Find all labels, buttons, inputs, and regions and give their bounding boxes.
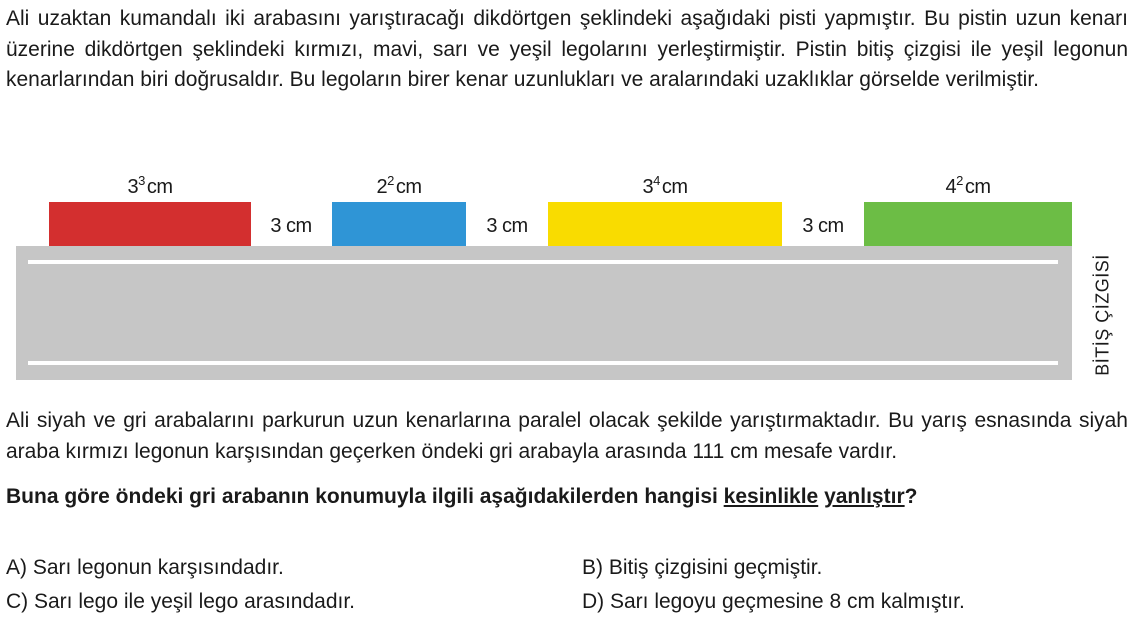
red-lego [49, 202, 251, 246]
yellow-lego [548, 202, 782, 246]
question-emphasis-2: yanlıştır [824, 485, 905, 508]
track-lane-line-top [28, 260, 1058, 264]
question-prefix: Buna göre öndeki gri arabanın konumuyla ilgili aşağıdakilerden hangisi [6, 485, 724, 508]
blue-lego [332, 202, 466, 246]
scenario-paragraph: Ali siyah ve gri arabalarını parkurun uzun kenarlarına paralel olacak şekilde yarıştırmaktadır. Bu yarış esnasında siyah araba kırmızı legonun karşısından geçerken öndeki gri arabayla arasında 111 cm mesafe vardır. [6, 409, 1128, 463]
finish-line-label: BİTİŞ ÇİZGİSİ [1092, 254, 1113, 376]
option-b[interactable]: B) Bitiş çizgisini geçmiştir. [582, 556, 823, 579]
option-d[interactable]: D) Sarı legoyu geçmesine 8 cm kalmıştır. [582, 590, 965, 613]
green-lego [864, 202, 1072, 246]
track-lane-line-bottom [28, 361, 1058, 365]
option-c[interactable]: C) Sarı lego ile yeşil lego arasındadır. [6, 590, 356, 613]
gap-blue-yellow: 3 cm [486, 215, 528, 237]
question-text: Buna göre öndeki gri arabanın konumuyla ilgili aşağıdakilerden hangisi kesinlikle yanlıştır? [6, 485, 918, 508]
race-track [16, 246, 1072, 380]
blue-lego-length: $2^2$ cm [376, 173, 422, 198]
track-figure [0, 160, 1136, 390]
green-lego-length: $4^2$ cm [945, 173, 991, 198]
red-lego-length: $3^3$ cm [127, 173, 173, 198]
option-a[interactable]: A) Sarı legonun karşısındadır. [6, 556, 284, 579]
gap-red-blue: 3 cm [270, 215, 312, 237]
question-emphasis-1: kesinlikle [723, 485, 819, 508]
gap-yellow-green: 3 cm [802, 215, 844, 237]
intro-paragraph: Ali uzaktan kumandalı iki arabasını yarıştıracağı dikdörtgen şeklindeki aşağıdaki pisti yapmıştır. Bu pistin uzun kenarı üzerine dikdörtgen şeklindeki kırmızı, mavi, sarı ve yeşil legolarını yerleştirmiştir. Pistin bitiş çizgisi ile yeşil legonun kenarlarından biri doğrusaldır. Bu legoların birer kenar uzunlukları ve aralarındaki uzaklıklar görselde verilmiştir. [6, 7, 1128, 91]
yellow-lego-length: $3^4$ cm [642, 173, 688, 198]
